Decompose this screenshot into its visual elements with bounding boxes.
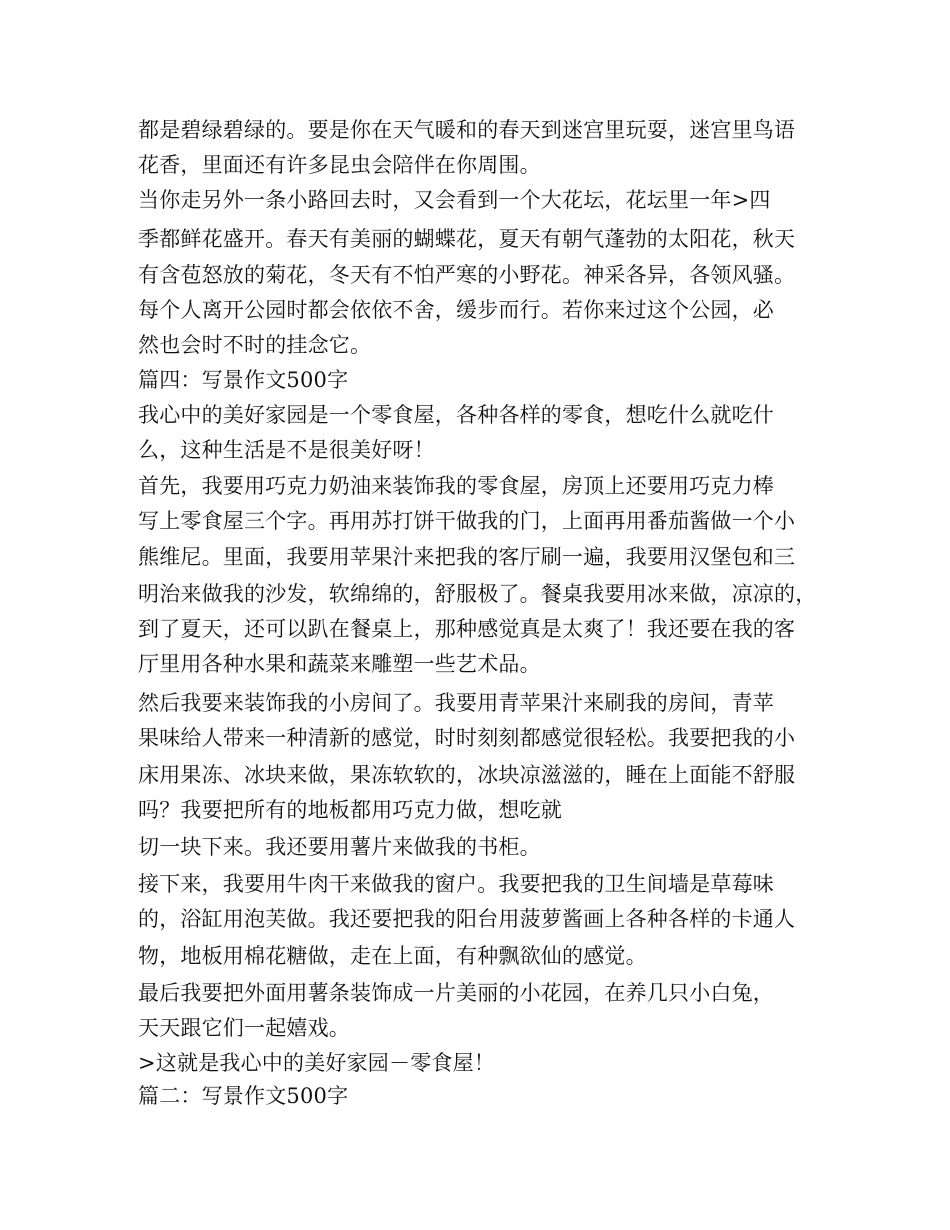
- text-line: 到了夏天，还可以趴在餐桌上，那种感觉真是太爽了！我还要在我的客: [138, 617, 796, 641]
- text-line: 果味给人带来一种清新的感觉，时时刻刻都感觉很轻松。我要把我的小: [138, 726, 796, 750]
- text-line: >这就是我心中的美好家园－零食屋！: [138, 1051, 495, 1075]
- text-line: 明治来做我的沙发，软绵绵的，舒服极了。餐桌我要用冰来做，凉凉的，: [138, 582, 817, 606]
- text-line: 我心中的美好家园是一个零食屋，各种各样的零食，想吃什么就吃什: [138, 403, 774, 427]
- text-line: 季都鲜花盛开。春天有美丽的蝴蝶花，夏天有朝气蓬勃的太阳花，秋天: [138, 227, 796, 251]
- text-line: 有含苞怒放的菊花，冬天有不怕严寒的小野花。神采各异，各领风骚。: [138, 263, 796, 287]
- text-line: 当你走另外一条小路回去时，又会看到一个大花坛，花坛里一年>四: [138, 188, 771, 212]
- text-line: 每个人离开公园时都会依依不舍，缓步而行。若你来过这个公园，必: [138, 298, 774, 322]
- text-line: 吗？我要把所有的地板都用巧克力做，想吃就: [138, 798, 562, 822]
- text-line: 花香，里面还有许多昆虫会陪伴在你周围。: [138, 153, 541, 177]
- text-line: 床用果冻、冰块来做，果冻软软的，冰块凉滋滋的，睡在上面能不舒服: [138, 763, 796, 787]
- section-heading: 篇四：写景作文500字: [138, 368, 349, 392]
- section-heading: 篇二：写景作文500字: [138, 1084, 349, 1108]
- text-line: 写上零食屋三个字。再用苏打饼干做我的门，上面再用番茄酱做一个小: [138, 509, 796, 533]
- text-line: 厅里用各种水果和蔬菜来雕塑一些艺术品。: [138, 652, 541, 676]
- text-line: 最后我要把外面用薯条装饰成一片美丽的小花园，在养几只小白兔，: [138, 981, 774, 1005]
- text-line: 天天跟它们一起嬉戏。: [138, 1016, 350, 1040]
- text-line: 然后我要来装饰我的小房间了。我要用青苹果汁来刷我的房间，青苹: [138, 691, 774, 715]
- text-line: 接下来，我要用牛肉干来做我的窗户。我要把我的卫生间墙是草莓味: [138, 872, 774, 896]
- text-line: 切一块下来。我还要用薯片来做我的书柜。: [138, 835, 541, 859]
- text-line: 熊维尼。里面，我要用苹果汁来把我的客厅刷一遍，我要用汉堡包和三: [138, 545, 796, 569]
- text-line: 么，这种生活是不是很美好呀！: [138, 438, 435, 462]
- text-line: 然也会时不时的挂念它。: [138, 333, 372, 357]
- text-line: 都是碧绿碧绿的。要是你在天气暖和的春天到迷宫里玩耍，迷宫里鸟语: [138, 118, 796, 142]
- text-line: 首先，我要用巧克力奶油来装饰我的零食屋，房顶上还要用巧克力棒: [138, 474, 774, 498]
- text-line: 物，地板用棉花糖做，走在上面，有种飘欲仙的感觉。: [138, 944, 647, 968]
- text-line: 的，浴缸用泡芙做。我还要把我的阳台用菠萝酱画上各种各样的卡通人: [138, 907, 796, 931]
